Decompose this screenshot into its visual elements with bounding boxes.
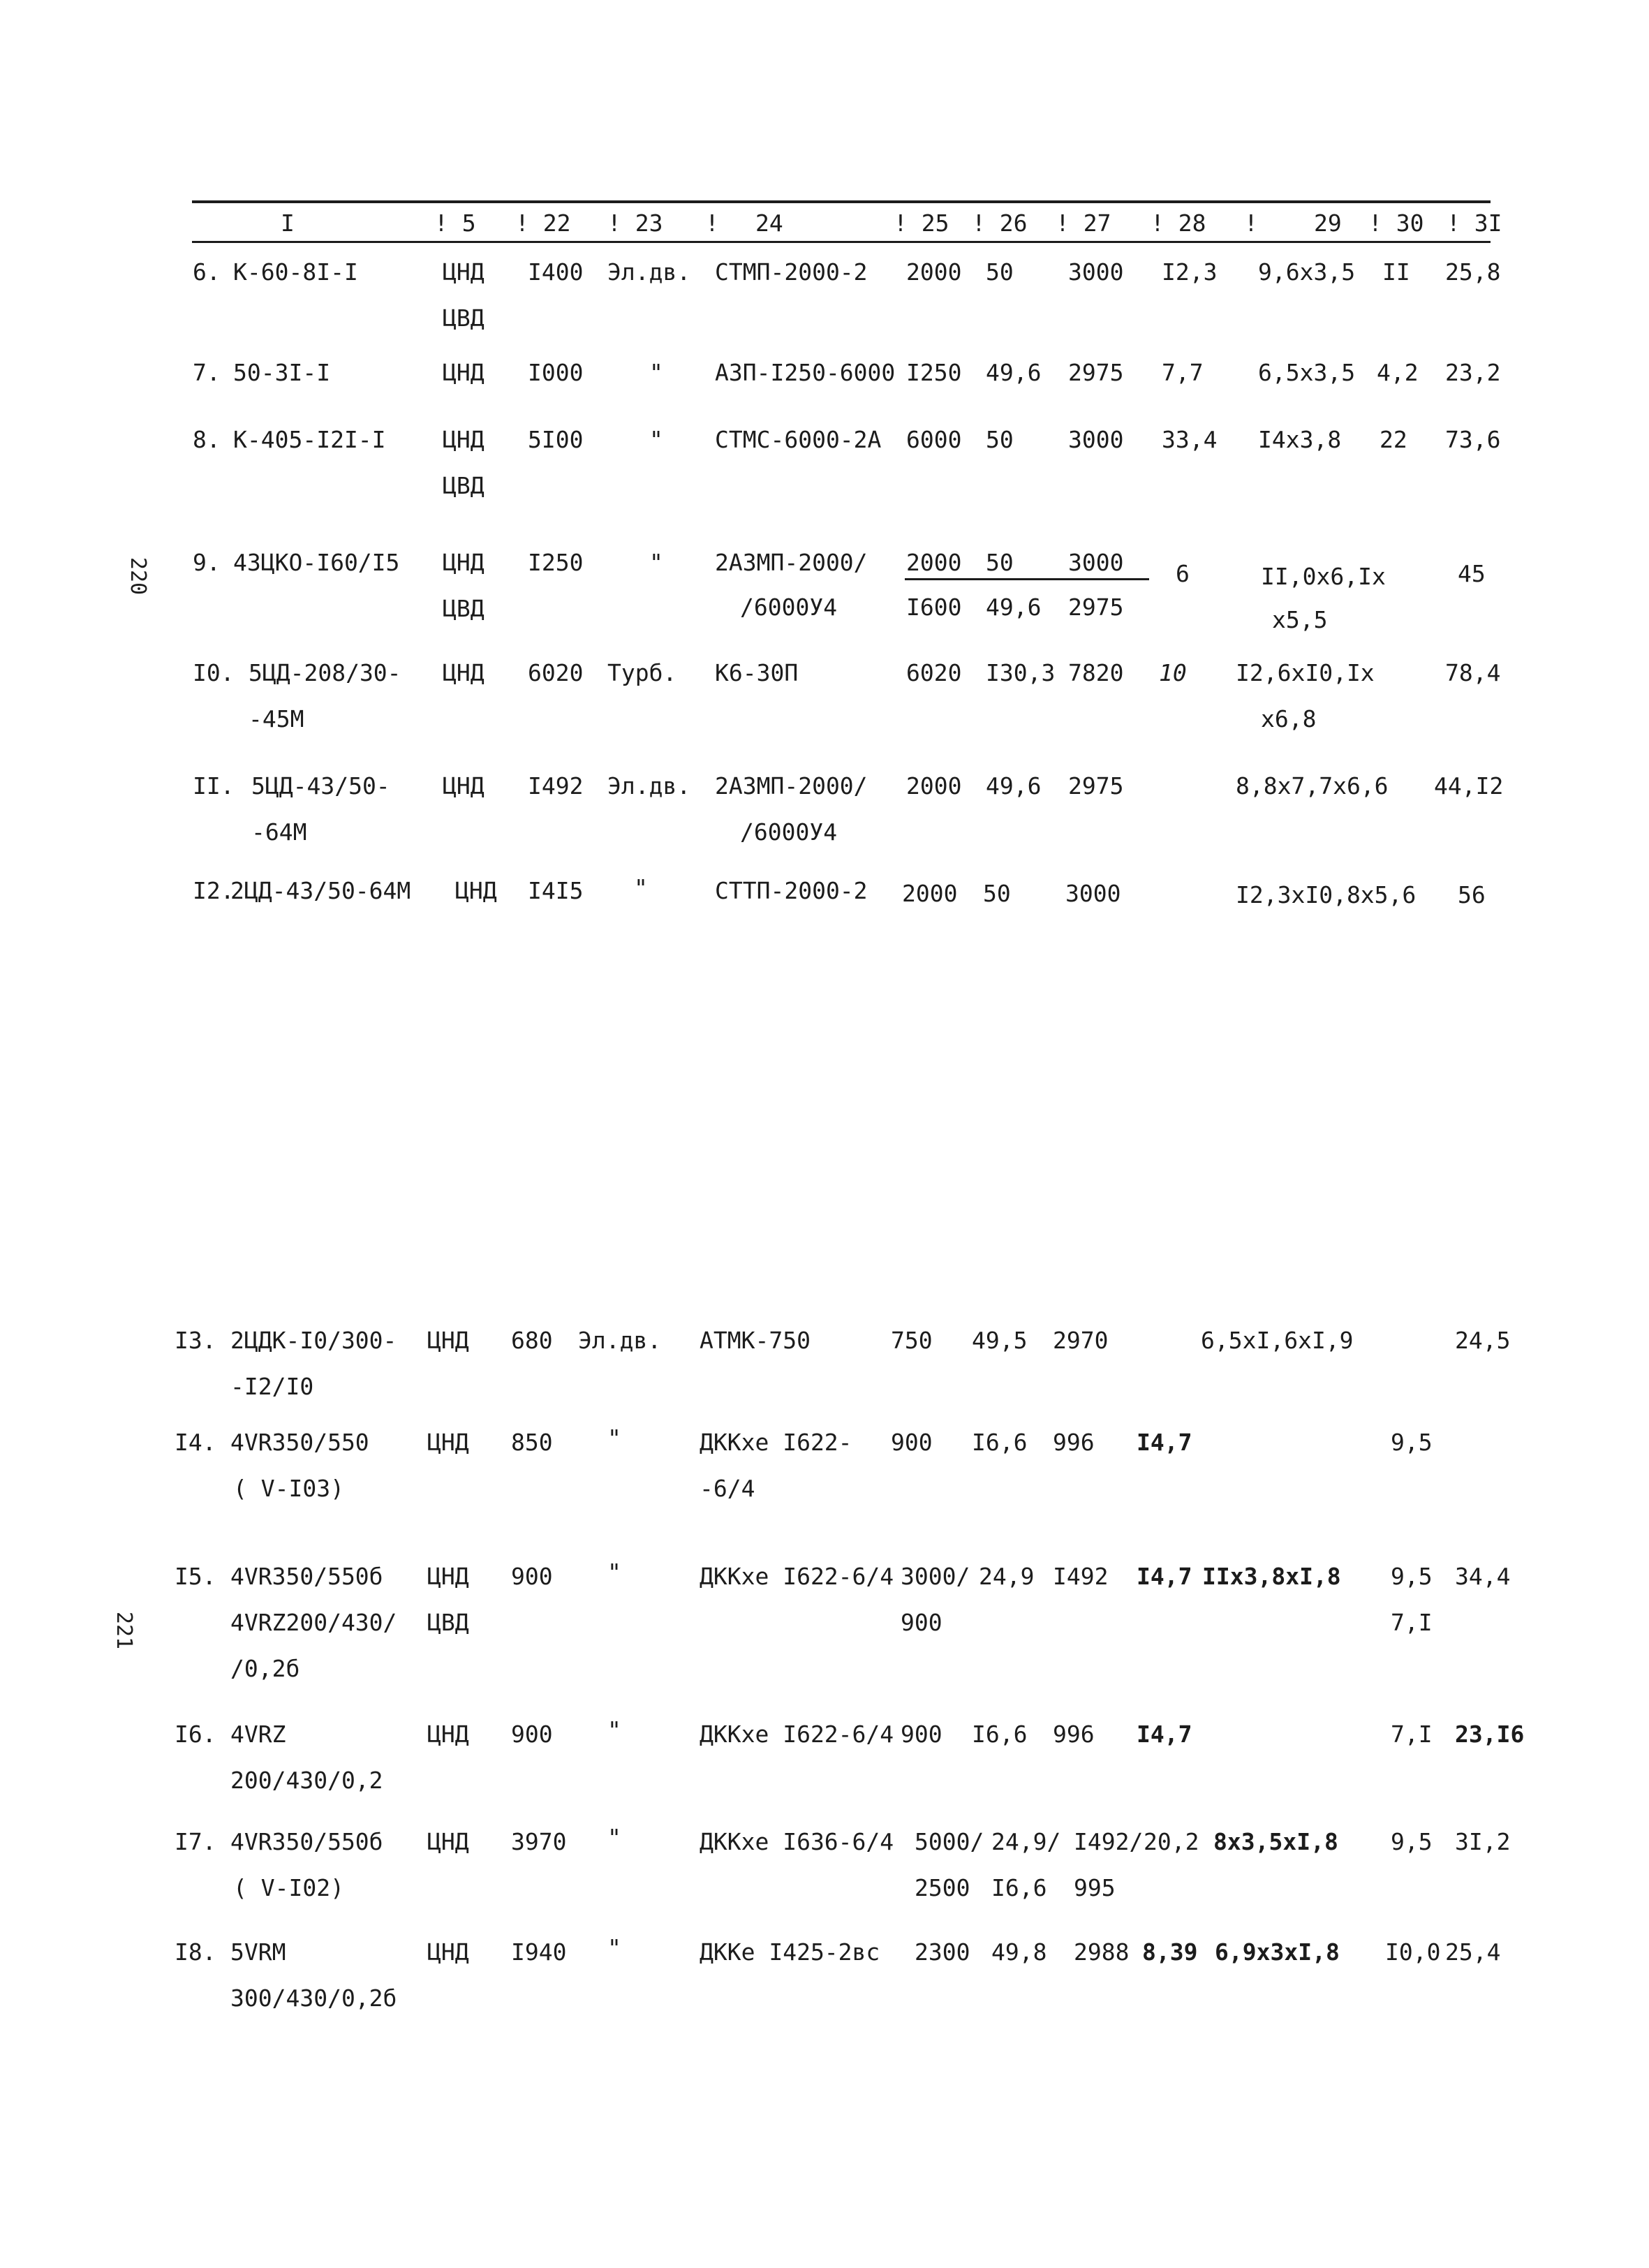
cell-28: 6 xyxy=(1176,560,1190,587)
cell-31: 23,2 xyxy=(1445,359,1501,386)
cell-25-line2: 2500 xyxy=(915,1874,970,1901)
row-number: I2. xyxy=(193,877,235,904)
cell-5-line2: ЦВД xyxy=(443,304,485,332)
cell-29: 9,6x3,5 xyxy=(1258,258,1356,286)
cell-29: II,0x6,Ix xyxy=(1261,563,1386,590)
cell-25: 2000 xyxy=(906,258,962,286)
cell-22: I400 xyxy=(528,258,584,286)
cell-5: ЦНД xyxy=(443,359,485,386)
cell-26-line2: I6,6 xyxy=(991,1874,1047,1901)
unit-name-line2: 4VRZ200/430/ xyxy=(230,1609,397,1636)
cell-5: ЦНД xyxy=(427,1327,469,1354)
unit-name-line2: -I2/I0 xyxy=(230,1373,314,1400)
cell-24: СТМП-2000-2 xyxy=(715,258,868,286)
cell-30-line2: 7,I xyxy=(1391,1609,1433,1636)
cell-27: 3000 xyxy=(1068,258,1124,286)
cell-24: АТМК-750 xyxy=(700,1327,811,1354)
cell-25: 2000 xyxy=(902,880,958,907)
cell-24: ДККхе I622-6/4 xyxy=(700,1721,894,1748)
cell-30: I0,0 xyxy=(1385,1938,1441,1966)
unit-name: 5VRM xyxy=(230,1938,286,1966)
cell-26: I30,3 xyxy=(986,659,1056,686)
cell-5-line2: ЦВД xyxy=(443,595,485,622)
cell-5: ЦНД xyxy=(443,659,485,686)
cell-27: 3000 xyxy=(1068,426,1124,453)
cell-5-line2: ЦВД xyxy=(427,1609,469,1636)
unit-name: 5ЦД-43/50- xyxy=(251,772,390,800)
row-number: I6. xyxy=(175,1721,216,1748)
cell-27: 2970 xyxy=(1053,1327,1109,1354)
cell-29: I2,3xI0,8x5,6 xyxy=(1236,881,1417,908)
unit-name-line2: -64М xyxy=(251,818,307,846)
cell-23: " xyxy=(649,426,663,453)
cell-26: 24,9/ xyxy=(991,1828,1061,1855)
cell-25-line2: I600 xyxy=(906,594,962,621)
header-cell: ! 5 xyxy=(434,209,476,237)
cell-31: 56 xyxy=(1458,881,1486,908)
cell-27: I492/ xyxy=(1074,1828,1144,1855)
cell-22: 900 xyxy=(511,1563,553,1590)
cell-24: ДККхе I622- xyxy=(700,1429,852,1456)
header-cell: ! xyxy=(1244,209,1258,237)
row-number: II. xyxy=(193,772,235,800)
cell-23: Турб. xyxy=(607,659,677,686)
cell-24: ДККе I425-2вс xyxy=(700,1938,880,1966)
cell-30: II xyxy=(1382,258,1410,286)
cell-24: 2АЗМП-2000/ xyxy=(715,772,868,800)
unit-name: 4VRZ xyxy=(230,1721,286,1748)
cell-5: ЦНД xyxy=(427,1721,469,1748)
cell-26: 50 xyxy=(983,880,1011,907)
cell-30: 9,5 xyxy=(1391,1429,1433,1456)
header-cell: 24 xyxy=(755,209,783,237)
cell-5: ЦНД xyxy=(443,772,485,800)
cell-26: I6,6 xyxy=(972,1429,1028,1456)
cell-25: 900 xyxy=(891,1429,933,1456)
cell-23: " xyxy=(649,549,663,576)
row-number: 9. xyxy=(193,549,221,576)
cell-22: 6020 xyxy=(528,659,584,686)
cell-26: 49,5 xyxy=(972,1327,1028,1354)
cell-5: ЦНД xyxy=(427,1563,469,1590)
cell-27: 996 xyxy=(1053,1721,1095,1748)
cell-31: 44,I2 xyxy=(1434,772,1504,800)
cell-31: 24,5 xyxy=(1455,1327,1511,1354)
cell-25: 900 xyxy=(901,1721,942,1748)
cell-24: ДККхе I622-6/4 xyxy=(700,1563,894,1590)
cell-29: I4x3,8 xyxy=(1258,426,1342,453)
cell-27: 2988 xyxy=(1074,1938,1130,1966)
row-number: I3. xyxy=(175,1327,216,1354)
row-number: I5. xyxy=(175,1563,216,1590)
cell-26: 50 xyxy=(986,258,1014,286)
cell-24-line2: /6000У4 xyxy=(740,594,838,621)
header-cell: ! 25 xyxy=(894,209,949,237)
cell-26: 50 xyxy=(986,426,1014,453)
cell-28: 8,39 xyxy=(1142,1938,1198,1966)
row-number: 6. xyxy=(193,258,221,286)
header-cell: I xyxy=(281,209,295,237)
cell-22: I4I5 xyxy=(528,877,584,904)
cell-22: I250 xyxy=(528,549,584,576)
header-cell: ! 22 xyxy=(515,209,571,237)
cell-27: 7820 xyxy=(1068,659,1124,686)
header-cell: 29 xyxy=(1314,209,1342,237)
cell-23: " xyxy=(649,359,663,386)
unit-name: 43ЦКО-I60/I5 xyxy=(233,549,400,576)
cell-26-line2: 49,6 xyxy=(986,594,1042,621)
cell-25: 6000 xyxy=(906,426,962,453)
cell-28: 10 xyxy=(1159,659,1187,686)
cell-5: ЦНД xyxy=(427,1429,469,1456)
cell-23: " xyxy=(634,874,648,901)
cell-27: I492 xyxy=(1053,1563,1109,1590)
cell-26: 49,6 xyxy=(986,359,1042,386)
page-number-bottom: 221 xyxy=(112,1611,137,1650)
cell-27-line2: 995 xyxy=(1074,1874,1116,1901)
cell-23: " xyxy=(607,1934,621,1961)
cell-30: 7,I xyxy=(1391,1721,1433,1748)
header-cell: ! xyxy=(705,209,719,237)
cell-31: 45 xyxy=(1458,560,1486,587)
unit-name: К-60-8I-I xyxy=(233,258,358,286)
unit-name-line2: 300/430/0,2б xyxy=(230,1984,397,2012)
cell-30: 9,5 xyxy=(1391,1828,1433,1855)
cell-29: 8x3,5xI,8 xyxy=(1213,1828,1338,1855)
row-number: I0. xyxy=(193,659,235,686)
cell-23: Эл.дв. xyxy=(607,772,691,800)
header-cell: ! 3I xyxy=(1447,209,1502,237)
cell-24: СТТП-2000-2 xyxy=(715,877,868,904)
cell-25: 5000/ xyxy=(915,1828,984,1855)
cell-22: 3970 xyxy=(511,1828,567,1855)
cell-24: АЗП-I250-6000 xyxy=(715,359,896,386)
cell-23: " xyxy=(607,1824,621,1851)
cell-25: 750 xyxy=(891,1327,933,1354)
cell-5: ЦНД xyxy=(443,258,485,286)
cell-24: К6-30П xyxy=(715,659,799,686)
header-top-rule xyxy=(192,200,1491,203)
cell-31: 34,4 xyxy=(1455,1563,1511,1590)
cell-23: Эл.дв. xyxy=(607,258,691,286)
cell-31: 3I,2 xyxy=(1455,1828,1511,1855)
cell-22: 5I00 xyxy=(528,426,584,453)
cell-29: 6,9x3xI,8 xyxy=(1215,1938,1340,1966)
cell-26: 49,6 xyxy=(986,772,1042,800)
cell-5: ЦНД xyxy=(427,1828,469,1855)
cell-25: 3000/ xyxy=(901,1563,970,1590)
unit-name: 4VR350/550б xyxy=(230,1563,383,1590)
cell-24: СТМС-6000-2А xyxy=(715,426,882,453)
cell-27-line2: 2975 xyxy=(1068,594,1124,621)
cell-29-line2: x5,5 xyxy=(1272,606,1328,633)
cell-31: 25,4 xyxy=(1445,1938,1501,1966)
cell-30: 22 xyxy=(1380,426,1407,453)
cell-5: ЦНД xyxy=(455,877,497,904)
cell-25: 2000 xyxy=(906,772,962,800)
cell-30: 9,5 xyxy=(1391,1563,1433,1590)
cell-26: 49,8 xyxy=(991,1938,1047,1966)
cell-29: 8,8x7,7x6,6 xyxy=(1236,772,1389,800)
cell-23: " xyxy=(607,1559,621,1586)
row-number: 7. xyxy=(193,359,221,386)
cell-28: I2,3 xyxy=(1162,258,1218,286)
unit-name: 5ЦД-208/30- xyxy=(249,659,401,686)
cell-23: " xyxy=(607,1424,621,1452)
cell-22: I492 xyxy=(528,772,584,800)
cell-30: 4,2 xyxy=(1377,359,1419,386)
header-cell: ! 30 xyxy=(1368,209,1424,237)
row-number: I4. xyxy=(175,1429,216,1456)
cell-26: I6,6 xyxy=(972,1721,1028,1748)
cell-25-line2: 900 xyxy=(901,1609,942,1636)
cell-29: IIx3,8xI,8 xyxy=(1202,1563,1341,1590)
fraction-line xyxy=(905,578,1149,580)
unit-name: 4VR350/550 xyxy=(230,1429,369,1456)
cell-29-line2: x6,8 xyxy=(1261,705,1317,732)
cell-31: 73,6 xyxy=(1445,426,1501,453)
cell-25: I250 xyxy=(906,359,962,386)
cell-24: 2АЗМП-2000/ xyxy=(715,549,868,576)
header-cell: ! 26 xyxy=(972,209,1028,237)
header-cell: ! 28 xyxy=(1151,209,1206,237)
unit-name-line2: ( V-I02) xyxy=(233,1874,344,1901)
unit-name: 2ЦДК-I0/300- xyxy=(230,1327,397,1354)
cell-24: ДККхе I636-6/4 xyxy=(700,1828,894,1855)
cell-28: I4,7 xyxy=(1137,1563,1192,1590)
cell-27: 3000 xyxy=(1065,880,1121,907)
cell-23: Эл.дв. xyxy=(578,1327,662,1354)
cell-28: I4,7 xyxy=(1137,1721,1192,1748)
cell-27: 2975 xyxy=(1068,772,1124,800)
cell-22: I940 xyxy=(511,1938,567,1966)
cell-24-line2: -6/4 xyxy=(700,1475,755,1502)
cell-31: 23,I6 xyxy=(1455,1721,1525,1748)
cell-25: 6020 xyxy=(906,659,962,686)
cell-24-line2: /6000У4 xyxy=(740,818,838,846)
cell-31: 25,8 xyxy=(1445,258,1501,286)
cell-28: 20,2 xyxy=(1144,1828,1199,1855)
cell-5: ЦНД xyxy=(443,549,485,576)
cell-28: I4,7 xyxy=(1137,1429,1192,1456)
cell-25: 2300 xyxy=(915,1938,970,1966)
cell-25: 2000 xyxy=(906,549,962,576)
cell-29: 6,5xI,6xI,9 xyxy=(1201,1327,1354,1354)
row-number: I7. xyxy=(175,1828,216,1855)
cell-22: 850 xyxy=(511,1429,553,1456)
unit-name-line3: /0,2б xyxy=(230,1655,300,1682)
header-cell: ! 27 xyxy=(1056,209,1111,237)
cell-28: 33,4 xyxy=(1162,426,1218,453)
header-bottom-rule xyxy=(192,241,1491,243)
unit-name: 2ЦД-43/50-64М xyxy=(230,877,411,904)
cell-22: 680 xyxy=(511,1327,553,1354)
cell-5-line2: ЦВД xyxy=(443,472,485,499)
cell-27: 996 xyxy=(1053,1429,1095,1456)
row-number: 8. xyxy=(193,426,221,453)
cell-5: ЦНД xyxy=(443,426,485,453)
cell-27: 3000 xyxy=(1068,549,1124,576)
row-number: I8. xyxy=(175,1938,216,1966)
cell-28: 7,7 xyxy=(1162,359,1204,386)
unit-name: К-405-I2I-I xyxy=(233,426,386,453)
cell-29: 6,5x3,5 xyxy=(1258,359,1356,386)
unit-name-line2: 200/430/0,2 xyxy=(230,1767,383,1794)
unit-name: 50-3I-I xyxy=(233,359,331,386)
cell-22: 900 xyxy=(511,1721,553,1748)
cell-23: " xyxy=(607,1716,621,1744)
cell-22: I000 xyxy=(528,359,584,386)
page-number-top: 220 xyxy=(126,557,151,596)
unit-name: 4VR350/550б xyxy=(230,1828,383,1855)
cell-31: 78,4 xyxy=(1445,659,1501,686)
cell-27: 2975 xyxy=(1068,359,1124,386)
cell-29: I2,6xI0,Ix xyxy=(1236,659,1375,686)
unit-name-line2: -45М xyxy=(249,705,304,732)
cell-26: 24,9 xyxy=(979,1563,1035,1590)
header-cell: ! 23 xyxy=(607,209,663,237)
unit-name-line2: ( V-I03) xyxy=(233,1475,344,1502)
cell-26: 50 xyxy=(986,549,1014,576)
cell-5: ЦНД xyxy=(427,1938,469,1966)
